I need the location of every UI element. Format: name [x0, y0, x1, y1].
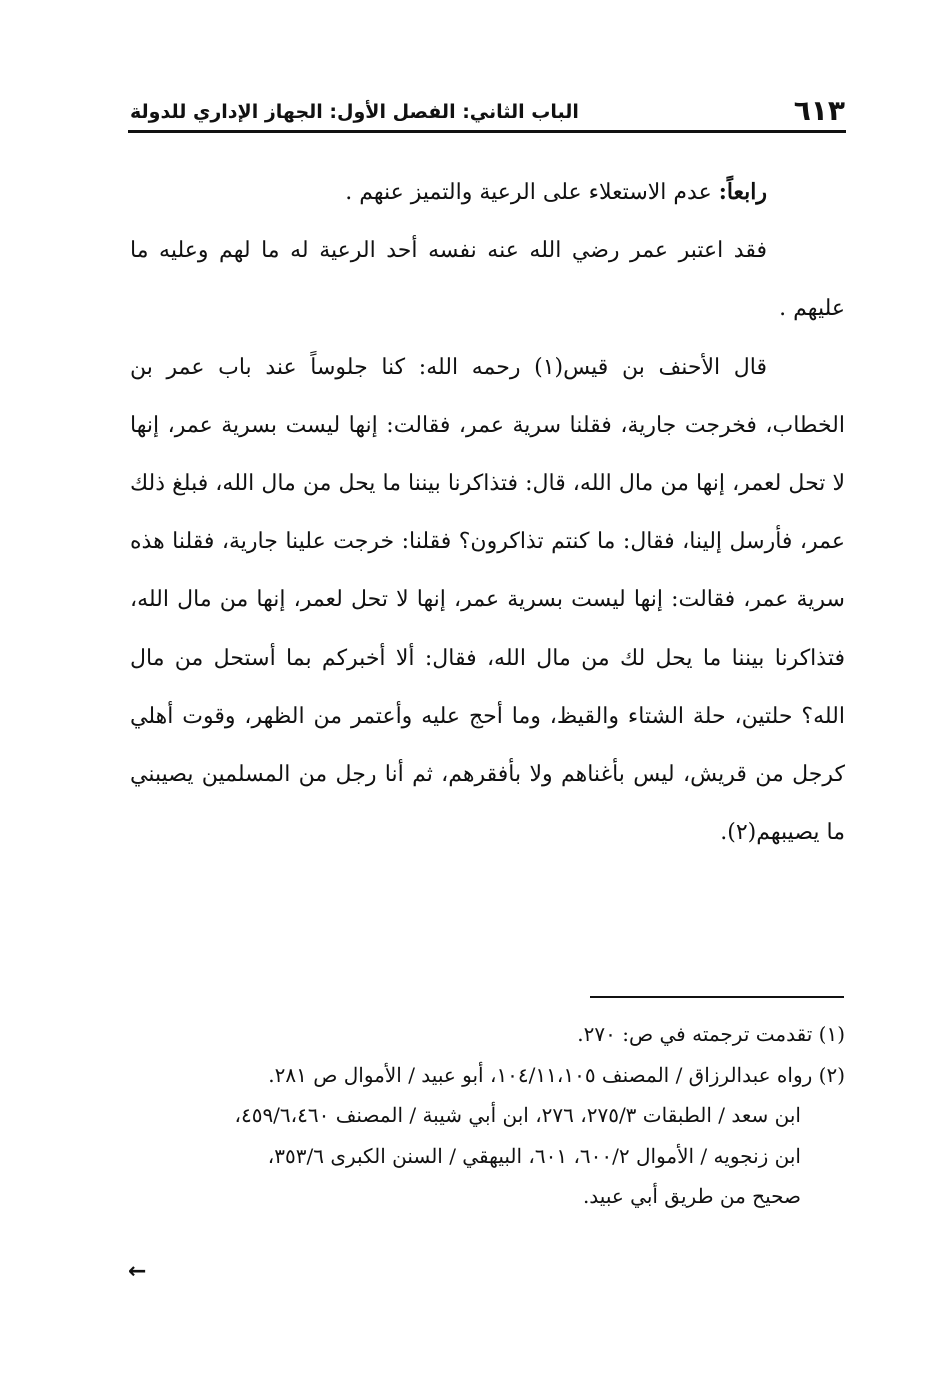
footnote-2-line-2: ابن سعد / الطبقات ٢٧٥/٣، ٢٧٦، ابن أبي شيبة / المصنف ٤٥٩/٦،٤٦٠، — [234, 1103, 801, 1127]
footnote-1: (١) تقدمت ترجمته في ص: ٢٧٠. — [577, 1022, 845, 1046]
page-header — [130, 94, 845, 130]
header-divider — [128, 130, 846, 133]
footnote-divider — [590, 996, 844, 998]
paragraph-1: فقد اعتبر عمر رضي الله عنه نفسه أحد الرعية له ما لهم وعليه ما عليهم . — [130, 238, 845, 322]
heading-lead: رابعاً: — [718, 179, 767, 205]
footnote-2-line-3: ابن زنجويه / الأموال ٦٠٠/٢، ٦٠١، البيهقي / السنن الكبرى ٣٥٣/٦، — [267, 1143, 801, 1168]
footnotes — [130, 1014, 845, 1217]
running-title: الباب الثاني: الفصل الأول: الجهاز الإداري للدولة — [130, 101, 579, 123]
footnote-2-line-4: صحيح من طريق أبي عبيد. — [582, 1184, 801, 1208]
page-number: ٦١٣ — [793, 94, 845, 127]
section-heading — [130, 163, 845, 222]
footnote-2-line-1: (٢) رواه عبدالرزاق / المصنف ١٠٤/١١،١٠٥، أبو عبيد / الأموال ص ٢٨١. — [268, 1062, 845, 1087]
main-text — [130, 163, 845, 862]
continue-arrow-icon: ← — [128, 1259, 147, 1284]
heading-text: عدم الاستعلاء على الرعية والتميز عنهم . — [345, 180, 719, 205]
paragraph-2: قال الأحنف بن قيس(١) رحمه الله: كنا جلوساً عند باب عمر بن الخطاب، فخرجت جارية، فقلنا سرية عمر، فقالت: إنها ليست بسرية عمر، إنها لا تحل لعمر، إنها من مال الله، قال: فتذاكرنا بيننا ما يحل من مال الله، فبلغ ذلك عمر، فأرسل إلينا، فقال: ما كنتم تذاكرون؟ فقلنا: خرجت علينا جارية، فقلنا هذه سرية عمر، فقالت: إنها ليست بسرية عمر، إنها لا تحل لعمر، إنها من مال الله، فتذاكرنا بيننا ما يحل لك من مال الله، فقال: ألا أخبركم بما أستحل من مال الله؟ حلتين، حلة الشتاء والقيظ، وما أحج عليه وأعتمر من الظهر، وقوت أهلي كرجل من قريش، ليس بأغناهم ولا بأفقرهم، ثم أنا رجل من المسلمين يصيبني ما يصيبهم(٢). — [130, 354, 845, 846]
